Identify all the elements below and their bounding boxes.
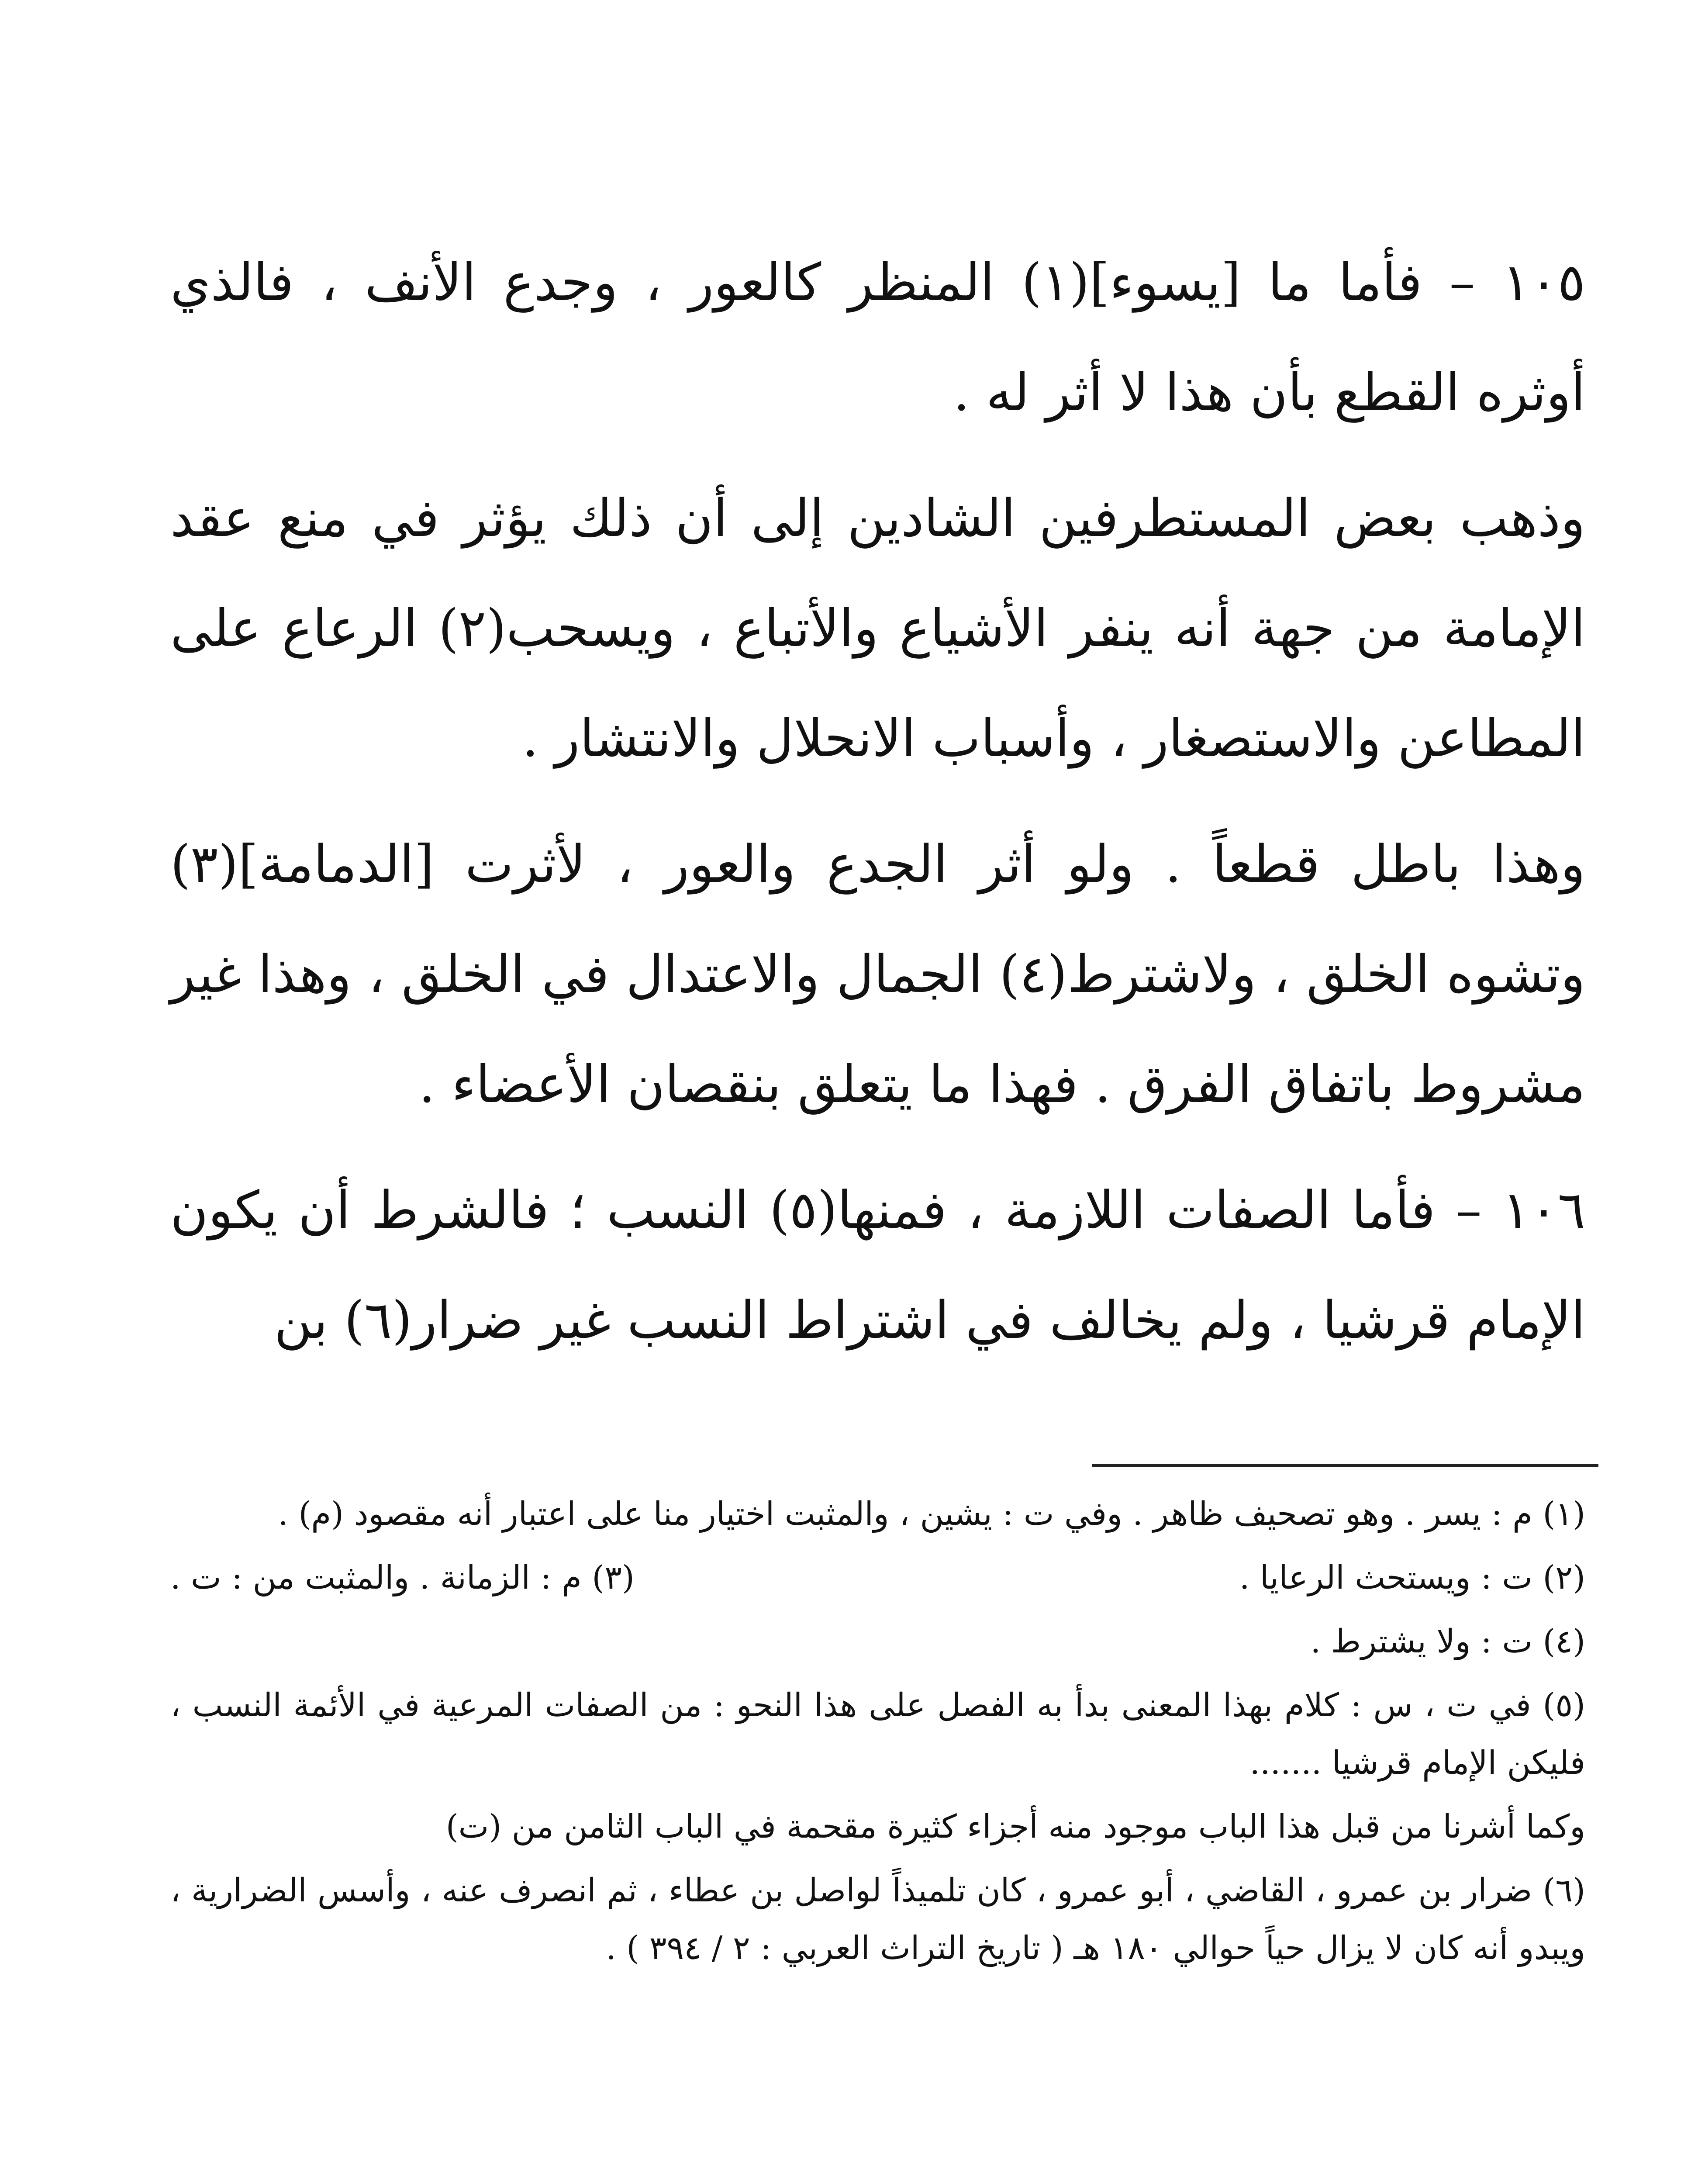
footnote-1: (١) م : يسر . وهو تصحيف ظاهر . وفي ت : يشين ، والمثبت اختيار منا على اعتبار أنه مقصود (م) .	[278, 1495, 1585, 1533]
paragraph-refutation: وهذا باطل قطعاً . ولو أثر الجدع والعور ، لأثرت [الدمامة](٣) وتشوه الخلق ، ولاشترط(٤) الجمال والاعتدال في الخلق ، وهذا غير مشروط باتفاق الفرق . فهذا ما يتعلق بنقصان الأعضاء .	[170, 834, 1586, 1114]
footnote-5: (٥) في ت ، س : كلام بهذا المعنى بدأ به الفصل على هذا النحو : من الصفات المرعية في الأئمة النسب ، فليكن الإمام قرشيا .......	[170, 1686, 1585, 1782]
footnote-6: (٦) ضرار بن عمرو ، القاضي ، أبو عمرو ، كان تلميذاً لواصل بن عطاء ، ثم انصرف عنه ، وأسس الضرارية ، ويبدو أنه كان لا يزال حياً حوالي ١٨٠ هـ ( تاريخ التراث العربي : ٢ / ٣٩٤ ) .	[170, 1872, 1585, 1967]
footnote-3: (٣) م : الزمانة . والمثبت من : ت .	[170, 1559, 635, 1597]
paragraph-105: ١٠٥ – فأما ما [يسوء](١) المنظر كالعور ، وجدع الأنف ، فالذي أوثره القطع بأن هذا لا أثر له .	[170, 252, 1585, 422]
footnote-4: (٤) ت : ولا يشترط .	[1310, 1623, 1585, 1660]
footnote-row-2-3	[170, 1549, 1585, 1607]
footnote-2: (٢) ت : ويستحث الرعايا .	[1239, 1559, 1585, 1597]
footnote-separator	[1092, 1464, 1598, 1467]
main-text	[170, 227, 1585, 1391]
paragraph-dissent: وذهب بعض المستطرفين الشادين إلى أن ذلك يؤثر في منع عقد الإمامة من جهة أنه ينفر الأشياع والأتباع ، ويسحب(٢) الرعاع على المطاعن والاستصغار ، وأسباب الانحلال والانتشار .	[170, 488, 1585, 768]
footnote-5-continued: وكما أشرنا من قبل هذا الباب موجود منه أجزاء كثيرة مقحمة في الباب الثامن من (ت)	[445, 1808, 1585, 1845]
paragraph-106: ١٠٦ – فأما الصفات اللازمة ، فمنها(٥) النسب ؛ فالشرط أن يكون الإمام قرشيا ، ولم يخالف في اشتراط النسب غير ضرار(٦) بن	[170, 1180, 1585, 1350]
footnotes	[170, 1485, 1585, 1983]
